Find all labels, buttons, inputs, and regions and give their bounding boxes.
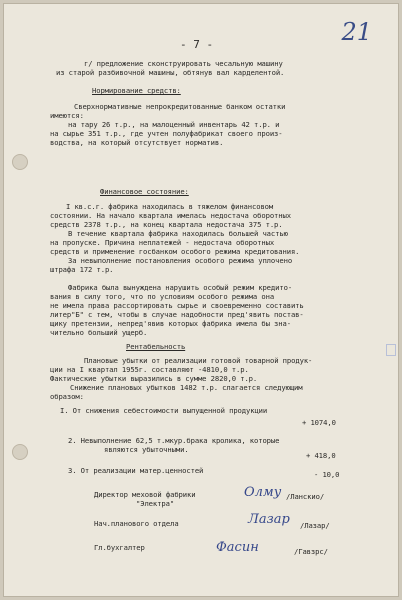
text-line: не имела права рассортировать сырье и своевременно составить <box>50 301 304 310</box>
text-line: ции на I квартал 1955г. составляют -4810,0 т.р. <box>50 365 249 374</box>
text-line: на сырье 351 т.р., где учтен полуфабрикат своего произ- <box>50 129 283 138</box>
list-item: 3. От реализации матер.ценностей <box>68 466 204 475</box>
text-line: состоянии. На начало квартала имелась недостача оборотных <box>50 211 291 220</box>
signatory-name: /Гавзрс/ <box>294 547 328 556</box>
text-line: вания в силу того, что по условиям особого режима она <box>50 292 275 301</box>
list-item: I. От снижения себестоимости выпущенной продукции <box>60 406 268 415</box>
text-line: средств и применение госбанком особого режима кредитования. <box>50 247 300 256</box>
binder-hole <box>12 154 28 170</box>
text-line: щику претензии, непред'явив которых фабрика имела бы зна- <box>50 319 291 328</box>
text-line: За невыполнение постановления особого режима уплочено <box>68 256 293 265</box>
list-item: 2. Невыполнение 62,5 т.мкур.брака кролика, которые <box>68 436 280 445</box>
text-line: на тару 26 т.р., на малоценный инвентарь 42 т.р. и <box>68 120 280 129</box>
list-amount: + 1074,0 <box>302 418 336 427</box>
text-line: литер"Б" с тем, чтобы в случае надобности пред'явить постав- <box>50 310 304 319</box>
text-line: Снижение плановых убытков 1482 т.р. слагается следующим <box>70 383 303 392</box>
list-amount: + 418,0 <box>306 451 336 460</box>
text-line: штрафа 172 т.р. <box>50 265 114 274</box>
section-heading: Финансовое состояние: <box>100 187 189 196</box>
text-line: В течение квартала фабрика находилась большей частью <box>68 229 288 238</box>
text-line: средств 2378 т.р., на конец квартала недостача 375 т.р. <box>50 220 283 229</box>
text-line: Сверхнормативные непрокредитованные банком остатки <box>74 102 286 111</box>
handwritten-signature: Олму <box>244 485 282 500</box>
margin-stamp-mark <box>386 344 396 356</box>
text-line: I кв.с.г. фабрика находилась в тяжелом финансовом <box>66 202 274 211</box>
text-line: имеются: <box>50 111 84 120</box>
page-number: - 7 - <box>180 38 214 51</box>
handwritten-signature: Лазар <box>248 512 290 527</box>
document-page <box>4 4 398 596</box>
text-line: чительно больший ущерб. <box>50 328 148 337</box>
text-line: водства, на который отсутствует норматив. <box>50 138 224 147</box>
text-line: Фабрика была вынуждена нарушить особый режим кредито- <box>68 283 293 292</box>
signatory-name: /Ланскио/ <box>286 492 325 501</box>
signatory-title: Нач.планового отдела <box>94 519 179 528</box>
binder-hole <box>12 444 28 460</box>
signatory-title: Гл.бухгалтер <box>94 543 145 552</box>
text-line: г/ предложение сконструировать чесальную машину <box>84 59 283 68</box>
text-line: образом: <box>50 392 84 401</box>
handwritten-signature: Фасин <box>216 540 259 555</box>
signatory-title: "Электра" <box>136 499 175 508</box>
text-line: на пропуске. Причина неплатежей - недостача оборотных <box>50 238 275 247</box>
signatory-name: /Лазар/ <box>300 521 330 530</box>
text-line: Плановые убытки от реализации готовой товарной продук- <box>84 356 313 365</box>
signatory-title: Директор меховой фабрики <box>94 490 196 499</box>
folio-number: 21 <box>341 18 372 46</box>
section-heading: Нормирование средств: <box>92 86 181 95</box>
list-amount: - 10,0 <box>314 470 340 479</box>
section-heading: Рентабельность <box>126 342 186 351</box>
text-line: из старой разбивочной машины, обтянув вал карделентой. <box>56 68 285 77</box>
text-line: Фактические убытки выразились в сумме 2820,0 т.р. <box>50 374 258 383</box>
list-item: являются убыточными. <box>104 445 189 454</box>
